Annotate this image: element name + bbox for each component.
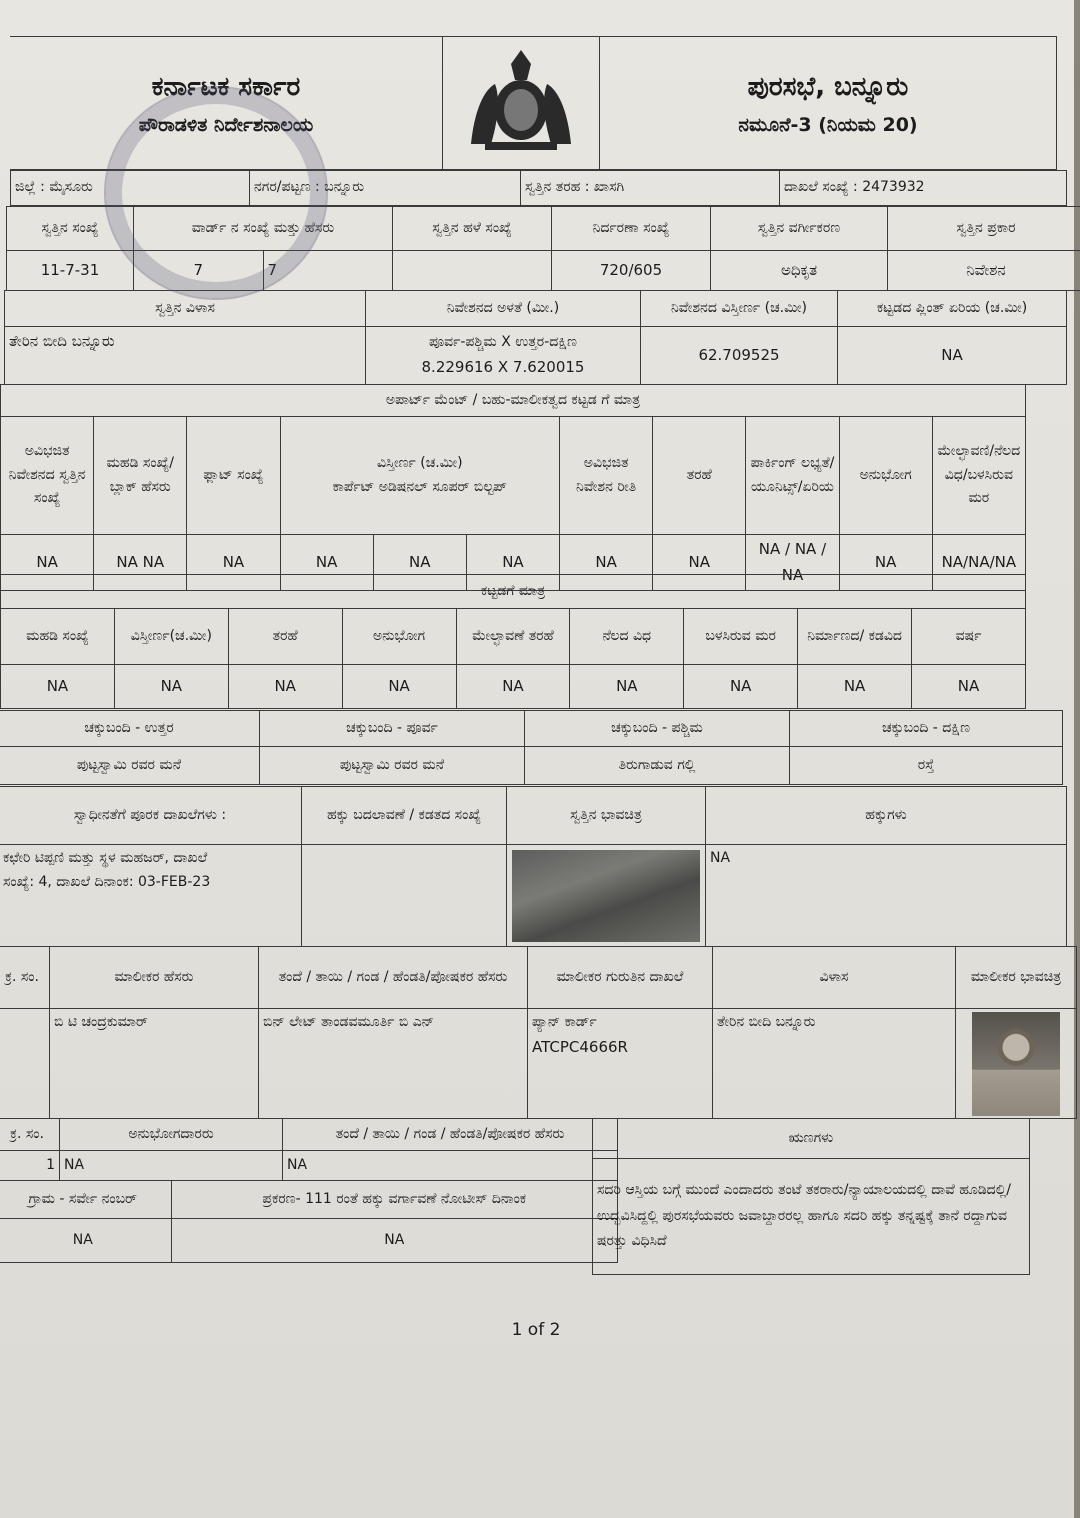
survey-header-village: ಗ್ರಾಮ - ಸರ್ವೇ ನಂಬರ್ bbox=[0, 1181, 171, 1219]
occ-header-sno: ಕ್ರ. ಸಂ. bbox=[0, 1119, 60, 1151]
owner-address: ತೇರಿನ ಬೀದಿ ಬನ್ನೂರು bbox=[713, 1009, 956, 1119]
dimension-value: 8.229616 X 7.620015 bbox=[421, 357, 585, 376]
boundary-north: ಪುಟ್ಟಸ್ವಾಮಿ ರವರ ಮನೆ bbox=[0, 747, 260, 785]
apt-header-parking: ಪಾರ್ಕಿಂಗ್ ಲಭ್ಯತೆ/ಯೂನಿಟ್ಸ್/ಏರಿಯ bbox=[746, 417, 839, 535]
district: ಜಿಲ್ಲೆ : ಮೈಸೂರು bbox=[11, 171, 250, 206]
owner-header-photo: ಮಾಲೀಕರ ಭಾವಚಿತ್ರ bbox=[956, 947, 1077, 1009]
apt-header-kind: ತರಹೆ bbox=[653, 417, 746, 535]
bld-value: NA bbox=[684, 665, 798, 709]
apt-header-undivided-type: ಅವಿಭಜಿತ ನಿವೇಶನ ರೀತಿ bbox=[560, 417, 653, 535]
occ-relation: NA bbox=[283, 1151, 618, 1181]
entry-number: ದಾಖಲೆ ಸಂಖ್ಯೆ : 2473932 bbox=[780, 171, 1067, 206]
boundary-east: ಪುಟ್ಟಸ್ವಾಮಿ ರವರ ಮನೆ bbox=[260, 747, 525, 785]
header-old-no: ಸ್ವತ್ತಿನ ಹಳೆ ಸಂಖ್ಯೆ bbox=[393, 207, 552, 251]
owner-sno bbox=[0, 1009, 50, 1119]
owner-header-name: ಮಾಲೀಕರ ಹೆಸರು bbox=[50, 947, 259, 1009]
survey-village: NA bbox=[0, 1219, 171, 1263]
owner-id-type: ಪ್ಯಾನ್ ಕಾರ್ಡ್ bbox=[532, 1014, 597, 1030]
bld-value: NA bbox=[912, 665, 1026, 709]
boundary-south: ರಸ್ತೆ bbox=[790, 747, 1063, 785]
boundary-header-west: ಚಕ್ಕುಬಂದಿ - ಪಶ್ಚಿಮ bbox=[525, 711, 790, 747]
owner-header-relation: ತಂದೆ / ತಾಯಿ / ಗಂಡ / ಹೆಂಡತಿ/ಪೋಷಕರ ಹೆಸರು bbox=[259, 947, 528, 1009]
occ-header-occupant: ಅನುಭೋಗದಾರರು bbox=[60, 1119, 283, 1151]
apt-value: NA bbox=[839, 535, 932, 591]
bld-header: ನಿರ್ಮಾಣದ/ ಕಡವಿದ bbox=[798, 609, 912, 665]
bld-value: NA bbox=[342, 665, 456, 709]
encumbrance-header: ಋಣಗಳು bbox=[593, 1119, 1030, 1159]
property-number: 11-7-31 bbox=[7, 251, 134, 291]
header-ward: ವಾರ್ಡ್ ನ ಸಂಖ್ಯೆ ಮತ್ತು ಹೆಸರು bbox=[134, 207, 393, 251]
encumbrance-text: ಸದರಿ ಆಸ್ತಿಯ ಬಗ್ಗೆ ಮುಂದೆ ಎಂದಾದರು ತಂಟೆ ತಕರಾರು/ನ್ಯಾಯಾಲಯದಲ್ಲಿ ದಾವೆ ಹೂಡಿದಲ್ಲಿ/ ಉದ್ಭವಿಸಿದ್ದಲ್ಲಿ ಪುರಸಭೆಯವರು ಜವಾಬ್ದಾರರಲ್ಲ ಹಾಗೂ ಸದರಿ ಹಕ್ಕು ತನ್ನಷ್ಟಕ್ಕೆ ತಾನೆ ರದ್ದಾಗುವ ಷರತ್ತು ವಿಧಿಸಿದೆ bbox=[593, 1159, 1030, 1275]
apartment-table bbox=[0, 384, 1026, 591]
old-number bbox=[393, 251, 552, 291]
survey-notice: NA bbox=[171, 1219, 618, 1263]
owners-table bbox=[0, 946, 1077, 1119]
official-seal bbox=[104, 86, 328, 300]
apt-header-floor: ಮಹಡಿ ಸಂಖ್ಯೆ/ಬ್ಲಾಕ್ ಹೆಸರು bbox=[94, 417, 187, 535]
apt-value: NA bbox=[187, 535, 280, 591]
bld-header: ವರ್ಷ bbox=[912, 609, 1026, 665]
apartment-title: ಅಪಾರ್ಟ್ ಮೆಂಟ್ / ಬಹು-ಮಾಲೀಕತ್ವದ ಕಟ್ಟಡ ಗೆ ಮಾತ್ರ bbox=[1, 385, 1026, 417]
bld-header: ಅನುಭೋಗ bbox=[342, 609, 456, 665]
property-photo bbox=[512, 850, 700, 942]
boundaries-table bbox=[0, 710, 1063, 785]
boundary-west: ತಿರುಗಾಡುವ ಗಲ್ಲಿ bbox=[525, 747, 790, 785]
classification: ಅಧಿಕೃತ bbox=[711, 251, 888, 291]
building-table bbox=[0, 574, 1026, 709]
bld-header: ವಿಸ್ತೀರ್ಣ(ಚ.ಮೀ) bbox=[114, 609, 228, 665]
apt-header-usage: ಅನುಭೋಗ bbox=[839, 417, 932, 535]
bld-header: ನೆಲದ ವಿಧ bbox=[570, 609, 684, 665]
ward-name: 7 bbox=[263, 251, 393, 291]
doc-header-photo: ಸ್ವತ್ತಿನ ಭಾವಚಿತ್ರ bbox=[507, 787, 706, 845]
dimension-label: ಪೂರ್ವ-ಪಶ್ಚಿಮ X ಉತ್ತರ-ದಕ್ಷಿಣ bbox=[429, 333, 577, 350]
apt-value: NA NA bbox=[94, 535, 187, 591]
form-number: ನಮೂನೆ-3 (ನಿಯಮ 20) bbox=[738, 113, 918, 136]
bld-value: NA bbox=[570, 665, 684, 709]
header-plinth: ಕಟ್ಟಡದ ಪ್ಲಿಂತ್ ಏರಿಯ (ಚ.ಮೀ) bbox=[838, 291, 1067, 327]
owner-header-sno: ಕ್ರ. ಸಂ. bbox=[0, 947, 50, 1009]
boundary-header-south: ಚಕ್ಕುಬಂದಿ - ದಕ್ಷಿಣ bbox=[790, 711, 1063, 747]
apt-value: NA bbox=[1, 535, 94, 591]
apt-value: NA / NA / NA bbox=[746, 535, 839, 591]
apt-header-area-types: ಕಾರ್ಪೆಟ್ ಅಡಿಷನಲ್ ಸೂಪರ್ ಬಿಲ್ಟಪ್ bbox=[332, 478, 507, 495]
apt-value: NA bbox=[280, 535, 373, 591]
govt-title: ಕರ್ನಾಟಕ ಸರ್ಕಾರ bbox=[151, 71, 301, 102]
assessment-number: 720/605 bbox=[552, 251, 711, 291]
owner-photo bbox=[972, 1012, 1060, 1116]
doc-header-mutation: ಹಕ್ಕು ಬದಲಾವಣೆ / ಕಡತದ ಸಂಖ್ಯೆ bbox=[302, 787, 507, 845]
bld-value: NA bbox=[114, 665, 228, 709]
header-address: ಸ್ವತ್ತಿನ ವಿಳಾಸ bbox=[5, 291, 366, 327]
property-address: ತೇರಿನ ಬೀದಿ ಬನ್ನೂರು bbox=[5, 327, 366, 385]
ward-number: 7 bbox=[134, 251, 264, 291]
header-dimension: ನಿವೇಶನದ ಅಳತೆ (ಮೀ.) bbox=[366, 291, 641, 327]
occ-header-relation: ತಂದೆ / ತಾಯಿ / ಗಂಡ / ಹೆಂಡತಿ/ಪೋಷಕರ ಹೆಸರು bbox=[283, 1119, 618, 1151]
apt-value: NA/NA/NA bbox=[932, 535, 1025, 591]
header-property-type: ಸ್ವತ್ತಿನ ಪ್ರಕಾರ bbox=[888, 207, 1080, 251]
owner-header-id: ಮಾಲೀಕರ ಗುರುತಿನ ದಾಖಲೆ bbox=[528, 947, 713, 1009]
occupants-table bbox=[0, 1118, 618, 1263]
rights-value: NA bbox=[706, 845, 1067, 947]
bld-value: NA bbox=[1, 665, 115, 709]
survey-header-notice: ಪ್ರಕರಣ- 111 ರಂತೆ ಹಕ್ಕು ವರ್ಗಾವಣೆ ನೋಟೀಸ್ ದಿನಾಂಕ bbox=[171, 1181, 618, 1219]
encumbrance-table bbox=[592, 1118, 1030, 1275]
doc-header-possession: ಸ್ವಾಧೀನತೆಗೆ ಪೂರಕ ದಾಖಲೆಗಳು : bbox=[0, 787, 302, 845]
municipality-title: ಪುರಸಭೆ, ಬನ್ನೂರು bbox=[747, 71, 909, 102]
property-kind: ಸ್ವತ್ತಿನ ತರಹ : ಖಾಸಗಿ bbox=[521, 171, 780, 206]
mutation-cell bbox=[302, 845, 507, 947]
occ-name: NA bbox=[60, 1151, 283, 1181]
doc-text-line-2: ಸಂಖ್ಯೆ: 4, ದಾಖಲೆ ದಿನಾಂಕ: 03-FEB-23 bbox=[3, 873, 211, 890]
apt-value: NA bbox=[466, 535, 559, 591]
bld-header: ಮೇಲ್ಛಾವಣೆ ತರಹೆ bbox=[456, 609, 570, 665]
apt-value: NA bbox=[373, 535, 466, 591]
page-number: 1 of 2 bbox=[511, 1320, 561, 1340]
bld-value: NA bbox=[456, 665, 570, 709]
owner-id-number: ATCPC4666R bbox=[532, 1037, 628, 1056]
apt-header-flat: ಫ್ಲಾಟ್ ಸಂಖ್ಯೆ bbox=[187, 417, 280, 535]
site-table bbox=[4, 290, 1067, 385]
header-area: ನಿವೇಶನದ ವಿಸ್ತೀರ್ಣ (ಚ.ಮೀ) bbox=[641, 291, 838, 327]
apt-value: NA bbox=[560, 535, 653, 591]
boundary-header-north: ಚಕ್ಕುಬಂದಿ - ಉತ್ತರ bbox=[0, 711, 260, 747]
bld-header: ಮಹಡಿ ಸಂಖ್ಯೆ bbox=[1, 609, 115, 665]
building-title: ಕಟ್ಟಡಗೆ ಮಾತ್ರ bbox=[1, 575, 1026, 609]
header-assessment-no: ನಿರ್ದರಣಾ ಸಂಖ್ಯೆ bbox=[552, 207, 711, 251]
apt-header-roof: ಮೇಲ್ಛಾವಣಿ/ನೆಲದ ವಿಧ/ಬಳಸಿರುವ ಮರ bbox=[932, 417, 1025, 535]
doc-text-line-1: ಕಛೇರಿ ಟಿಪ್ಪಣಿ ಮತ್ತು ಸ್ಥಳ ಮಹಜರ್, ದಾಖಲೆ bbox=[3, 850, 208, 866]
town: ನಗರ/ಪಟ್ಟಣ : ಬನ್ನೂರು bbox=[250, 171, 521, 206]
documents-table bbox=[0, 786, 1067, 947]
header-property-no: ಸ್ವತ್ತಿನ ಸಂಖ್ಯೆ bbox=[7, 207, 134, 251]
bld-value: NA bbox=[228, 665, 342, 709]
bld-value: NA bbox=[798, 665, 912, 709]
plinth-area: NA bbox=[838, 327, 1067, 385]
header-classification: ಸ್ವತ್ತಿನ ವರ್ಗೀಕರಣ bbox=[711, 207, 888, 251]
state-emblem-icon bbox=[461, 44, 581, 154]
doc-header-rights: ಹಕ್ಕುಗಳು bbox=[706, 787, 1067, 845]
apt-header-area: ವಿಸ್ತೀರ್ಣ (ಚ.ಮೀ) bbox=[376, 454, 463, 471]
directorate-title: ಪೌರಾಡಳಿತ ನಿರ್ದೇಶನಾಲಯ bbox=[138, 113, 314, 136]
property-type: ನಿವೇಶನ bbox=[888, 251, 1080, 291]
owner-header-address: ವಿಳಾಸ bbox=[713, 947, 956, 1009]
apt-header-undivided-no: ಅವಿಭಜಿತ ನಿವೇಶನದ ಸ್ವತ್ತಿನ ಸಂಖ್ಯೆ bbox=[1, 417, 94, 535]
bld-header: ತರಹೆ bbox=[228, 609, 342, 665]
site-area: 62.709525 bbox=[641, 327, 838, 385]
boundary-header-east: ಚಕ್ಕುಬಂದಿ - ಪೂರ್ವ bbox=[260, 711, 525, 747]
owner-name: ಬಿ ಟಿ ಚಂದ್ರಕುಮಾರ್ bbox=[50, 1009, 259, 1119]
owner-relation: ಬಿನ್ ಲೇಟ್ ತಾಂಡವಮೂರ್ತಿ ಬಿ ಎನ್ bbox=[259, 1009, 528, 1119]
apt-value: NA bbox=[653, 535, 746, 591]
occ-sno: 1 bbox=[0, 1151, 60, 1181]
bld-header: ಬಳಸಿರುವ ಮರ bbox=[684, 609, 798, 665]
